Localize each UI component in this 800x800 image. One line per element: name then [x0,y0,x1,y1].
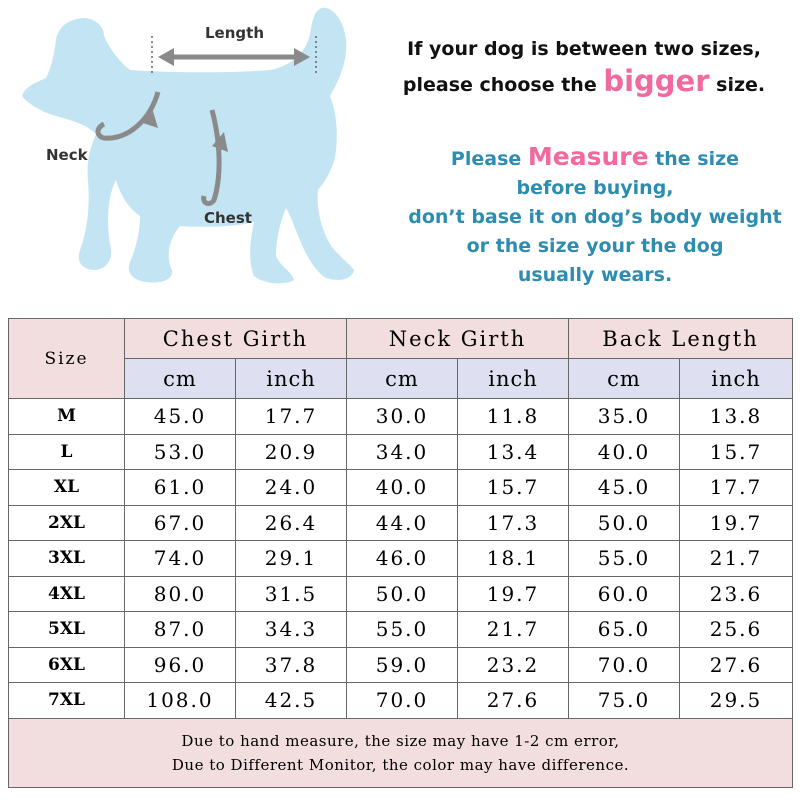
table-row [9,683,793,719]
notice-emphasis-bigger: bigger [603,64,710,98]
measurement-cell: 29.1 [236,541,347,577]
measurement-cell: 75.0 [569,683,680,719]
size-column-header: Size [9,319,125,399]
measurement-cell: 45.0 [569,470,680,506]
unit-header: cm [125,359,236,399]
notice-line1: If your dog is between two sizes, [407,38,761,60]
measurement-cell: 80.0 [125,576,236,612]
advice-line5: usually wears. [517,264,673,286]
measurement-cell: 50.0 [347,576,458,612]
unit-header: inch [458,359,569,399]
size-choice-notice [384,36,784,98]
measurement-cell: 53.0 [125,434,236,470]
size-cell: XL [9,470,125,506]
measurement-cell: 19.7 [458,576,569,612]
measurement-cell: 23.6 [680,576,793,612]
table-row [9,505,793,541]
measurement-cell: 27.6 [458,683,569,719]
measurement-cell: 45.0 [125,399,236,435]
measurement-cell: 55.0 [569,541,680,577]
advice-line1-post: the size [648,148,740,170]
measurement-cell: 70.0 [347,683,458,719]
measurement-cell: 42.5 [236,683,347,719]
footnote-line1: Due to hand measure, the size may have 1-2 cm error, [181,731,620,750]
footnote [9,718,793,787]
measurement-cell: 15.7 [680,434,793,470]
measurement-cell: 25.6 [680,612,793,648]
measurement-cell: 19.7 [680,505,793,541]
table-row [9,647,793,683]
size-chart [8,318,792,790]
measurement-cell: 34.3 [236,612,347,648]
measurement-cell: 15.7 [458,470,569,506]
measurement-cell: 21.7 [458,612,569,648]
measurement-cell: 70.0 [569,647,680,683]
measurement-cell: 17.7 [680,470,793,506]
measurement-cell: 37.8 [236,647,347,683]
size-cell: 2XL [9,505,125,541]
measurement-cell: 46.0 [347,541,458,577]
size-cell: 3XL [9,541,125,577]
measurement-cell: 23.2 [458,647,569,683]
measurement-cell: 27.6 [680,647,793,683]
measurement-cell: 96.0 [125,647,236,683]
advice-line1 [370,142,800,174]
measure-advice [370,142,800,290]
notice-line2 [384,64,784,98]
chest-girth-header: Chest Girth [125,319,347,359]
measurement-cell: 13.4 [458,434,569,470]
table-row [9,541,793,577]
measurement-cell: 108.0 [125,683,236,719]
footnote-line2: Due to Different Monitor, the color may have difference. [171,755,630,774]
size-cell: M [9,399,125,435]
measurement-cell: 67.0 [125,505,236,541]
measurement-cell: 44.0 [347,505,458,541]
measurement-cell: 24.0 [236,470,347,506]
length-label: Length [205,24,264,42]
measurement-cell: 30.0 [347,399,458,435]
size-cell: L [9,434,125,470]
footnote-row [9,718,793,787]
advice-emphasis-measure: Measure [527,142,649,171]
notice-line2-post: size. [709,74,766,96]
advice-line4: or the size your the dog [466,235,724,257]
measurement-cell: 87.0 [125,612,236,648]
measurement-cell: 35.0 [569,399,680,435]
measurement-cell: 17.3 [458,505,569,541]
measurement-cell: 60.0 [569,576,680,612]
table-row [9,470,793,506]
size-rows [9,399,793,719]
measurement-cell: 40.0 [347,470,458,506]
measurement-cell: 29.5 [680,683,793,719]
measurement-cell: 18.1 [458,541,569,577]
group-header-row [9,319,793,359]
size-cell: 6XL [9,647,125,683]
measurement-cell: 17.7 [236,399,347,435]
back-length-header: Back Length [569,319,793,359]
measurement-cell: 13.8 [680,399,793,435]
dog-measurement-illustration [0,0,370,300]
measurement-cell: 34.0 [347,434,458,470]
size-cell: 7XL [9,683,125,719]
measurement-cell: 21.7 [680,541,793,577]
measurement-cell: 59.0 [347,647,458,683]
neck-girth-header: Neck Girth [347,319,569,359]
table-row [9,576,793,612]
measurement-cell: 20.9 [236,434,347,470]
size-table [8,318,793,788]
unit-header-row [9,359,793,399]
table-row [9,612,793,648]
size-cell: 4XL [9,576,125,612]
measurement-cell: 65.0 [569,612,680,648]
unit-header: cm [347,359,458,399]
neck-label: Neck [46,146,88,164]
measurement-cell: 26.4 [236,505,347,541]
unit-header: inch [236,359,347,399]
measurement-cell: 50.0 [569,505,680,541]
measurement-cell: 61.0 [125,470,236,506]
measurement-cell: 11.8 [458,399,569,435]
unit-header: inch [680,359,793,399]
measurement-cell: 74.0 [125,541,236,577]
measurement-cell: 31.5 [236,576,347,612]
advice-line2: before buying, [516,177,674,199]
notice-line2-pre: please choose the [402,74,604,96]
advice-line3: don’t base it on dog’s body weight [408,206,782,228]
chest-label: Chest [204,209,252,227]
unit-header: cm [569,359,680,399]
measurement-cell: 40.0 [569,434,680,470]
measurement-cell: 55.0 [347,612,458,648]
table-row [9,434,793,470]
advice-line1-pre: Please [450,148,528,170]
table-row [9,399,793,435]
size-cell: 5XL [9,612,125,648]
